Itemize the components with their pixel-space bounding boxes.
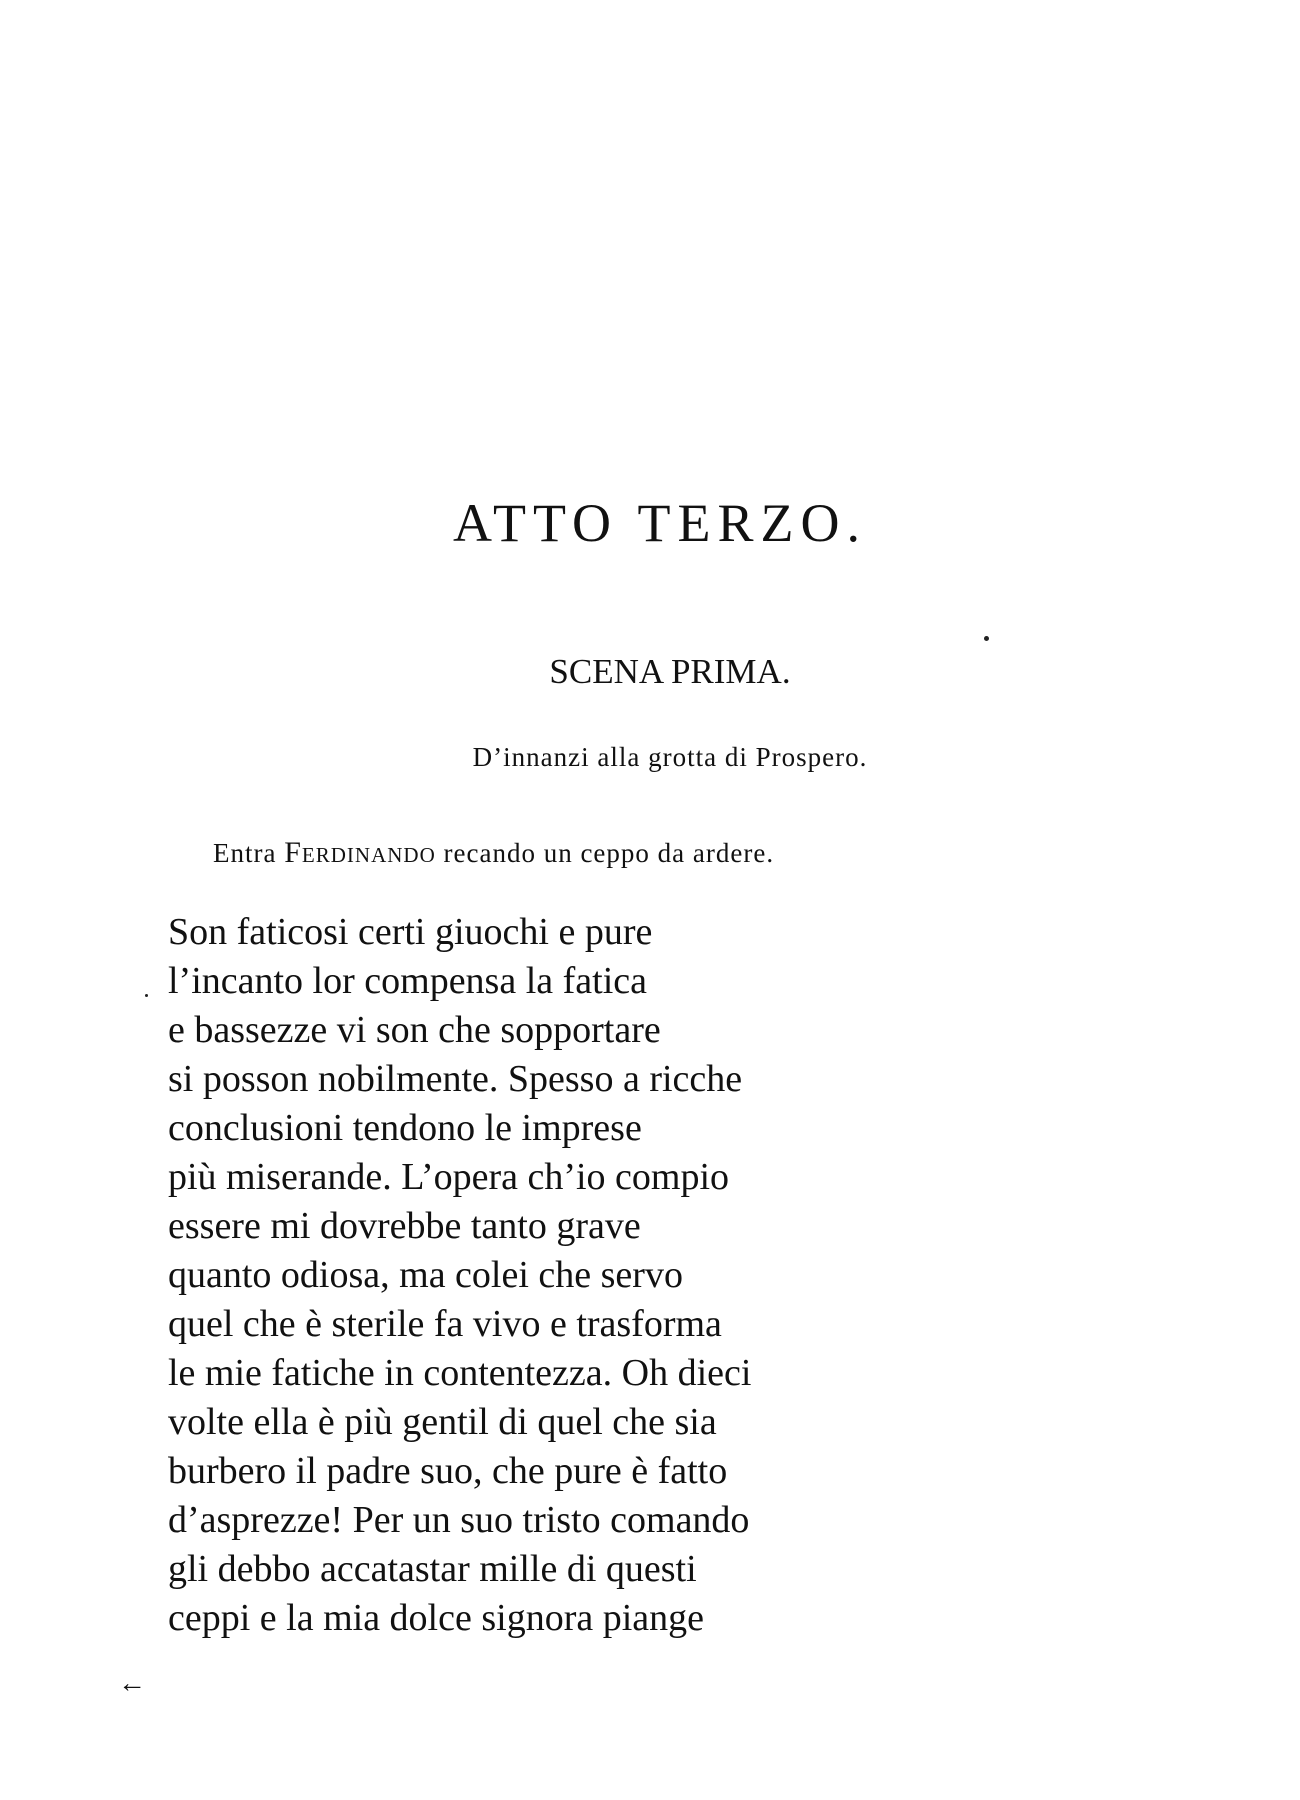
verse-block — [168, 908, 751, 1643]
verse-line: si posson nobilmente. Spesso a ricche — [168, 1058, 743, 1100]
verse-line: conclusioni tendono le imprese — [168, 1107, 642, 1149]
stage-direction — [213, 836, 774, 870]
verse-line: l’incanto lor compensa la fatica — [168, 960, 648, 1002]
verse-line: e bassezze vi son che sopportare — [168, 1009, 661, 1051]
scene-setting: D’innanzi alla grotta di Prospero. — [472, 742, 868, 772]
ink-speck — [984, 636, 989, 641]
stage-direction-before: Entra — [213, 838, 285, 868]
verse-line: gli debbo accatastar mille di questi — [168, 1548, 697, 1590]
scene-title: SCENA PRIMA. — [549, 652, 791, 691]
act-title: ATTO TERZO. — [453, 493, 867, 553]
verse-line: quanto odiosa, ma colei che servo — [168, 1254, 683, 1296]
verse-line: volte ella è più gentil di quel che sia — [168, 1401, 717, 1443]
verse-line: ceppi e la mia dolce signora piange — [168, 1597, 705, 1639]
ink-speck — [145, 994, 148, 997]
verse-line: d’asprezze! Per un suo tristo comando — [168, 1499, 750, 1541]
verse-line: le mie fatiche in contentezza. Oh dieci — [168, 1352, 752, 1394]
verse-line: più miserande. L’opera ch’io compio — [168, 1156, 730, 1198]
verse-line: quel che è sterile fa vivo e trasforma — [168, 1303, 722, 1345]
verse-line: essere mi dovrebbe tanto grave — [168, 1205, 641, 1247]
verse-line: Son faticosi certi giuochi e pure — [168, 911, 653, 953]
character-name: Ferdinando — [284, 836, 436, 869]
margin-mark-icon: ← — [118, 1668, 146, 1699]
stage-direction-after: recando un ceppo da ardere. — [435, 838, 775, 868]
verse-line: burbero il padre suo, che pure è fatto — [168, 1450, 728, 1492]
